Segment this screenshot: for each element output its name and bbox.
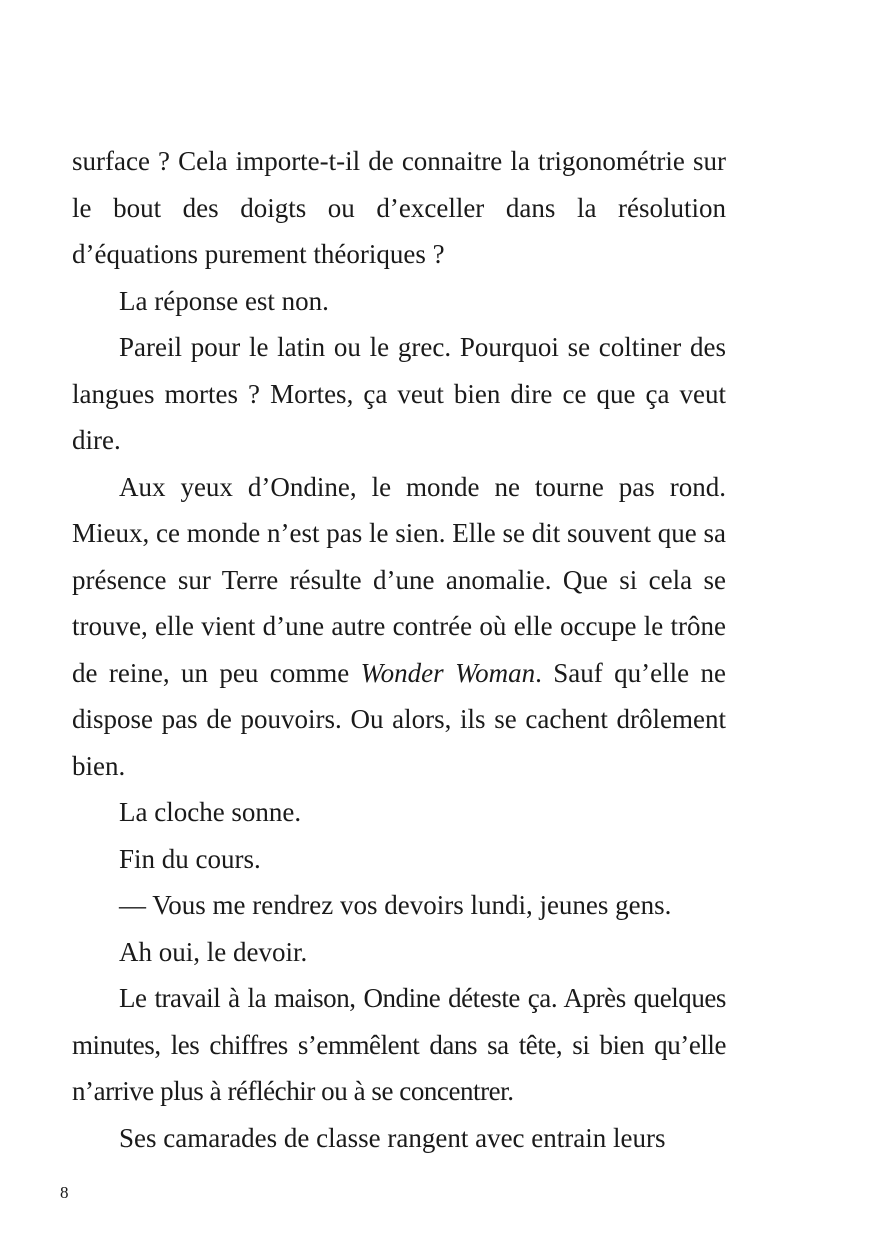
paragraph xyxy=(72,836,726,883)
paragraph-text: Fin du cours. xyxy=(119,843,261,874)
paragraph-text: Ah oui, le devoir. xyxy=(119,936,308,967)
paragraph xyxy=(72,929,726,976)
paragraph-continuation xyxy=(72,138,726,278)
paragraph-text: La cloche sonne. xyxy=(119,797,302,827)
paragraph xyxy=(72,789,726,836)
paragraph xyxy=(72,324,726,464)
paragraph xyxy=(72,464,726,790)
paragraph xyxy=(72,1115,726,1162)
paragraph-text: Aux yeux d’Ondine, le monde ne tourne pas rond. Mieux, ce monde n’est pas le sien. Elle se dit souvent que sa présence sur Terre résulte d’une anomalie. Que si cela se trouve, elle vient d’une autre contrée où elle occupe le trône de reine, un peu comme xyxy=(72,471,726,688)
paragraph-text: — Vous me rendrez vos devoirs lundi, jeunes gens. xyxy=(119,890,672,920)
paragraph-text: La réponse est non. xyxy=(119,285,329,316)
paragraph-text: Ses camarades de classe rangent avec entrain leurs xyxy=(119,1122,666,1153)
paragraph xyxy=(72,278,726,325)
dialogue-line xyxy=(72,882,726,929)
paragraph-text: . Sauf qu’elle ne dispose pas de pouvoirs. Ou alors, ils se cachent drôlement bien. xyxy=(72,657,726,781)
italic-title: Wonder Woman xyxy=(360,657,536,688)
body-text xyxy=(72,138,726,1161)
paragraph-text: Le travail à la maison, Ondine déteste ça. Après quelques minutes, les chiffres s’emmêlent dans sa tête, si bien qu’elle n’arrive plus à réfléchir ou à se concentrer. xyxy=(72,983,726,1106)
paragraph-text: Pareil pour le latin ou le grec. Pourquoi se coltiner des langues mortes ? Mortes, ça veut bien dire ce que ça veut dire. xyxy=(72,332,726,455)
paragraph-text: surface ? Cela importe-t-il de connaitre la trigonométrie sur le bout des doigts ou d’exceller dans la résolution d’équations purement théoriques ? xyxy=(72,146,726,269)
paragraph xyxy=(72,975,726,1115)
page-number: 8 xyxy=(60,1183,69,1202)
